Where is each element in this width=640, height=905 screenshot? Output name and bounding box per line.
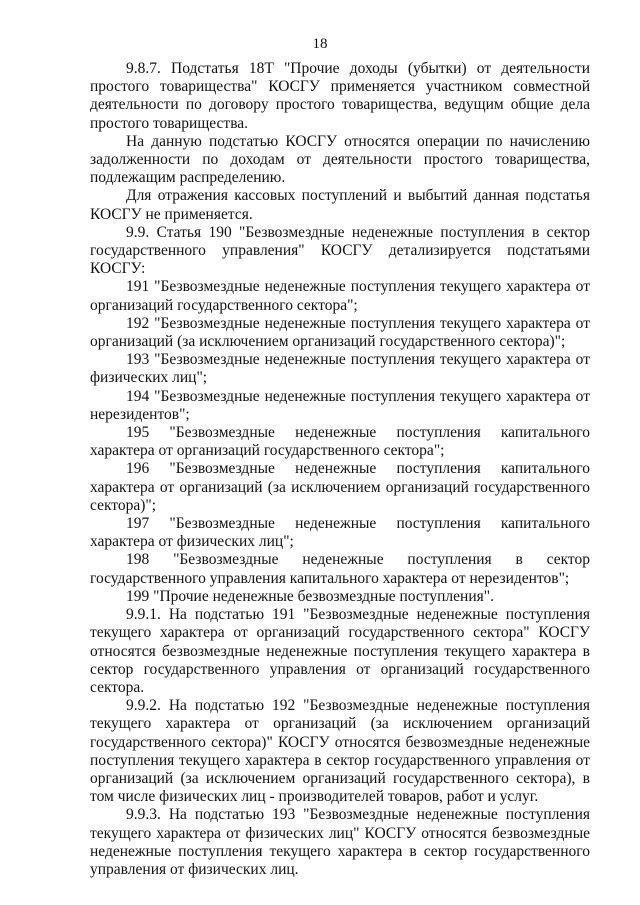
paragraph-9-9-2: 9.9.2. На подстатью 192 "Безвозмездные неденежные поступления текущего характера от организаций (за исключением организаций государственного сектора)" КОСГУ относятся безвозмездные неденежные поступления текущего характера в сектор государственного управления от организаций (за исключением организаций государственного сектора), в том числе физических лиц - производителей товаров, работ и услуг. xyxy=(90,697,590,806)
list-item-194: 194 "Безвозмездные неденежные поступления текущего характера от нерезидентов"; xyxy=(90,387,590,423)
paragraph-accrual-operations: На данную подстатью КОСГУ относятся операции по начислению задолженности по доходам от деятельности простого товарищества, подлежащим распределению. xyxy=(90,132,590,187)
list-item-199: 199 "Прочие неденежные безвозмездные поступления". xyxy=(126,587,494,605)
page-number: 18 xyxy=(312,36,328,52)
list-item-198: 198 "Безвозмездные неденежные поступления в сектор государственного управления капитального характера от нерезидентов"; xyxy=(90,551,590,587)
list-item-192: 192 "Безвозмездные неденежные поступления текущего характера от организаций (за исключением организаций государственного сектора)"; xyxy=(90,314,590,351)
paragraph-9-9: 9.9. Статья 190 "Безвозмездные неденежные поступления в сектор государственного управления" КОСГУ детализируется подстатьями КОСГУ: xyxy=(90,223,590,278)
list-item-197: 197 "Безвозмездные неденежные поступления капитального характера от физических лиц"; xyxy=(90,515,590,551)
list-item-193: 193 "Безвозмездные неденежные поступления текущего характера от физических лиц"; xyxy=(90,351,590,387)
paragraph-9-8-7: 9.8.7. Подстатья 18Т "Прочие доходы (убытки) от деятельности простого товарищества" КОСГУ применяется участником совместной деятельности по договору простого товарищества, ведущим общие дела простого товарищества. xyxy=(90,60,590,132)
document-body xyxy=(90,60,590,879)
list-item-195: 195 "Безвозмездные неденежные поступления капитального характера от организаций государственного сектора"; xyxy=(90,424,590,460)
paragraph-9-9-1: 9.9.1. На подстатью 191 "Безвозмездные неденежные поступления текущего характера от организаций государственного сектора" КОСГУ относятся безвозмездные неденежные поступления текущего характера в сектор государственного управления от организаций государственного сектора. xyxy=(90,606,590,696)
list-item-196: 196 "Безвозмездные неденежные поступления капитального характера от организаций (за исключением организаций государственного сектора)"; xyxy=(90,460,590,514)
list-item-191: 191 "Безвозмездные неденежные поступления текущего характера от организаций государственного сектора"; xyxy=(90,278,590,314)
paragraph-9-9-3: 9.9.3. На подстатью 193 "Безвозмездные неденежные поступления текущего характера от физических лиц" КОСГУ относятся безвозмездные неденежные поступления текущего характера в сектор государственного управления от физических лиц. xyxy=(90,806,590,878)
paragraph-cash-not-applied: Для отражения кассовых поступлений и выбытий данная подстатья КОСГУ не применяется. xyxy=(90,187,590,223)
